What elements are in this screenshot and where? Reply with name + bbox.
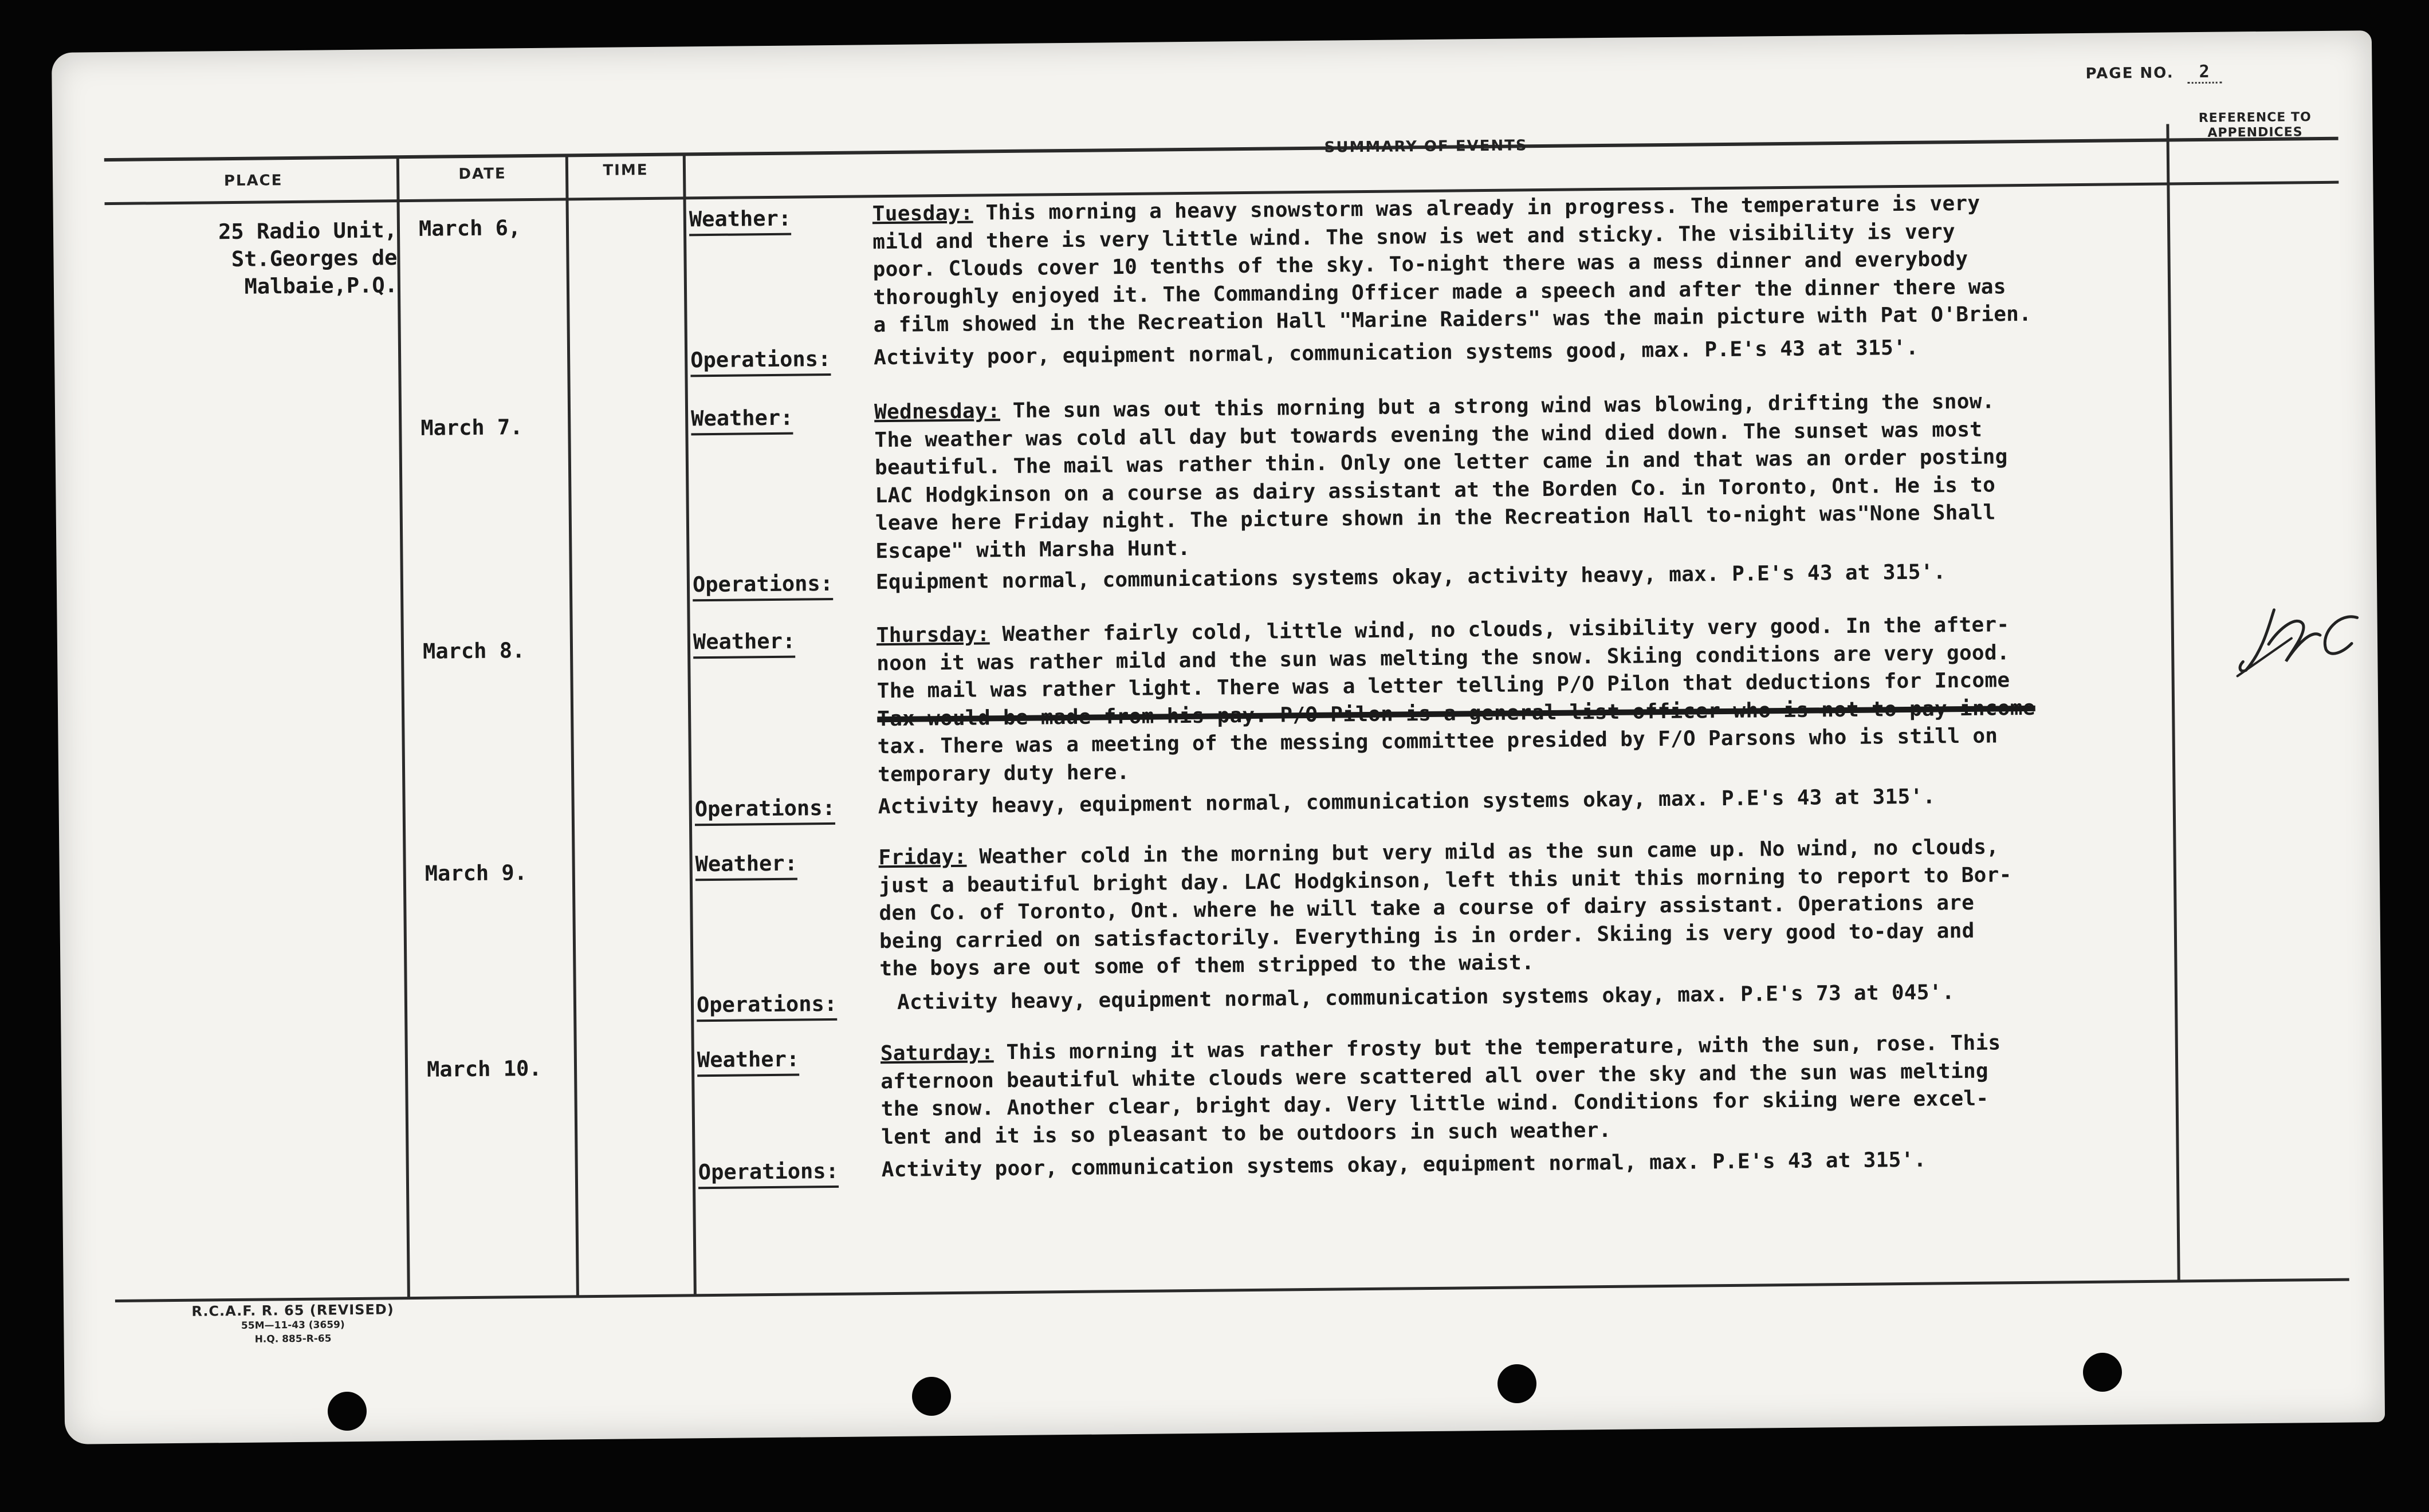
punch-hole [2083, 1353, 2122, 1392]
form-print-info: 55M—11-43 (3659) [241, 1319, 345, 1332]
day-name: Friday: [878, 845, 967, 870]
punch-hole [328, 1392, 367, 1431]
operations-text: Activity heavy, equipment normal, communication systems okay, max. P.E's 73 at 045'. [897, 981, 1955, 1014]
operations-text: Equipment normal, communications systems okay, activity heavy, max. P.E's 43 at 315'. [875, 560, 1946, 594]
place-line-1: 25 Radio Unit, [218, 218, 398, 245]
weather-text: Saturday: This morning it was rather frosty but the temperature, with the sun, rose. This afternoon beautiful white clouds were scattered all over the sky and the sun was melting the snow. Another clear, bright day. Very little wind. Conditions for skiing were excel- lent and it is so pleasant to be outdoors in such weather. [880, 1031, 2001, 1149]
operations-label: Operations: [698, 1159, 839, 1189]
col-divider-place [396, 158, 410, 1298]
weather-label: Weather: [695, 851, 797, 881]
operations-label: Operations: [697, 991, 838, 1022]
header-place: PLACE [223, 172, 283, 190]
operations-text: Activity heavy, equipment normal, communication systems okay, max. P.E's 43 at 315'. [878, 785, 1936, 819]
day-name: Wednesday: [874, 399, 1001, 424]
operations-label: Operations: [693, 571, 834, 601]
page-number: 2 [2187, 62, 2222, 84]
page-label: PAGE NO. [2085, 64, 2174, 82]
punch-hole [912, 1377, 951, 1416]
header-summary: SUMMARY OF EVENTS [1324, 137, 1528, 156]
entry-date: March 10. [426, 1056, 542, 1082]
weather-text: Friday: Weather cold in the morning but very mild as the sun came up. No wind, no clouds, just a beautiful bright day. LAC Hodgkinson, left this unit this morning to report to Bor- den Co. of Toronto, Ont. where he will take a course of dairy assistant. Operations are being carried on satisfactorily. Everything is in order. Skiing is very good to-day and the boys are out some of them stripped to the waist. [878, 835, 2012, 981]
header-reference: REFERENCE TO APPENDICES [2198, 110, 2312, 140]
weather-label: Weather: [697, 1047, 800, 1077]
weather-text: Thursday: Weather fairly cold, little wind, no clouds, visibility very good. In the after- noon it was rather mild and the sun was melting the snow. Skiing conditions are very good. The mail was rather light. There was a letter telling P/O Pilon that deductions for Income Tax would be made from his pay. P/O Pilon is a general list officer who is not to pay income tax. There was a meeting of the messing committee presided by F/O Parsons who is still on temporary duty here. [876, 613, 2035, 786]
operations-label: Operations: [695, 796, 836, 826]
operations-text: Activity poor, communication systems okay, equipment normal, max. P.E's 43 at 315'. [881, 1148, 1927, 1182]
weather-label: Weather: [691, 405, 793, 436]
place-line-3: Malbaie,P.Q. [244, 273, 398, 299]
struck-text: Tax would be made from his pay. P/O Pilon is a general list officer who is not to pay income [877, 696, 2035, 731]
place-line-2: St.Georges de [231, 245, 398, 272]
operations-label: Operations: [690, 346, 831, 377]
entry-date: March 6, [418, 215, 521, 241]
header-time: TIME [603, 162, 648, 179]
day-name: Thursday: [876, 623, 990, 648]
form-footer [144, 1301, 442, 1348]
weather-label: Weather: [693, 629, 796, 659]
punch-hole [1498, 1364, 1536, 1403]
entry-date: March 8. [422, 638, 525, 664]
day-name: Tuesday: [872, 201, 973, 226]
weather-text: Tuesday: This morning a heavy snowstorm was already in progress. The temperature is very mild and there is very little wind. The snow is wet and sticky. The visibility is very poor. Clouds cover 10 tenths of the sky. To-night there was a mess dinner and everybody thoroughly enjoyed it. The Commanding Officer made a speech and after the dinner there was a film showed in the Recreation Hall "Marine Raiders" was the main picture with Pat O'Brien. [872, 191, 2032, 337]
col-divider-time [683, 155, 697, 1295]
col-divider-date [565, 156, 579, 1296]
diary-sheet [52, 30, 2385, 1444]
entry-date: March 9. [425, 860, 528, 886]
weather-label: Weather: [689, 206, 792, 237]
form-number: R.C.A.F. R. 65 (REVISED) [191, 1301, 394, 1320]
table-bottom-rule [115, 1278, 2349, 1302]
place-cell [99, 216, 398, 302]
operations-text: Activity poor, equipment normal, communication systems good, max. P.E's 43 at 315'. [873, 336, 1919, 370]
handwritten-initials [2234, 603, 2366, 679]
entry-date: March 7. [420, 415, 523, 440]
weather-text: Wednesday: The sun was out this morning but a strong wind was blowing, drifting the snow. The weather was cold all day but towards evening the wind died down. The sunset was most beautiful. The mail was rather thin. Only one letter came in and that was an order posting LAC Hodgkinson on a course as dairy assistant at the Borden Co. in Toronto, Ont. He is to leave here Friday night. The picture shown in the Recreation Hall to-night was"None Shall Escape" with Marsha Hunt. [874, 389, 2008, 563]
form-hq-ref: H.Q. 885-R-65 [254, 1333, 332, 1345]
page-number-label [2085, 62, 2222, 83]
header-date: DATE [458, 165, 506, 183]
day-name: Saturday: [880, 1041, 994, 1066]
